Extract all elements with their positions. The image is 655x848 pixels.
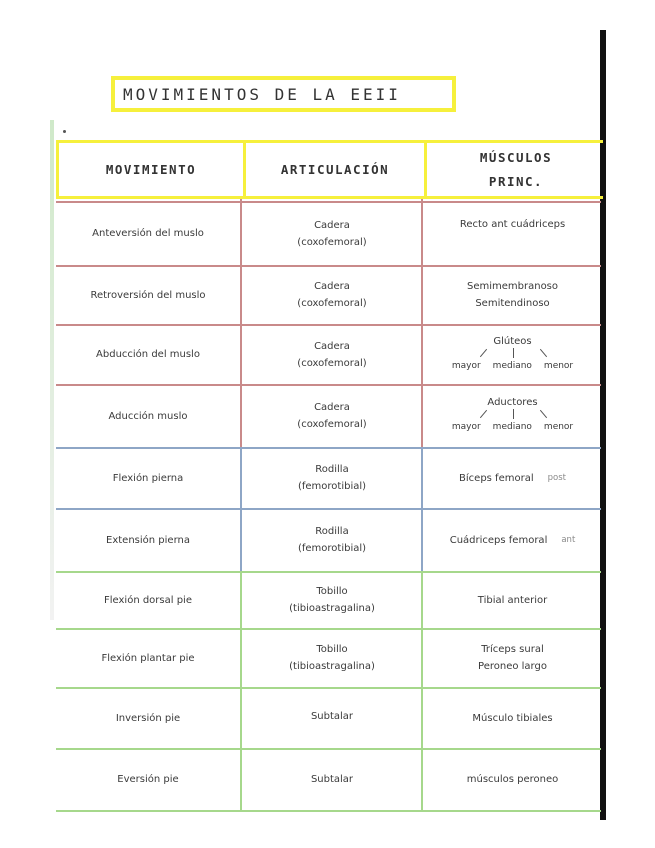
articulacion-cell — [242, 448, 422, 508]
articulacion-type: (tibioastragalina) — [289, 603, 375, 614]
articulacion-type: (femorotibial) — [297, 543, 367, 554]
musculo-name: Tríceps sural — [481, 644, 544, 655]
branch-lines — [453, 409, 573, 419]
musculo-sub: mayor — [451, 360, 481, 371]
musculos-cell: Tibial anterior — [477, 594, 548, 606]
articulacion-type: (femorotibial) — [297, 481, 367, 492]
articulacion-name: Cadera — [314, 402, 350, 413]
articulacion-name: Cadera — [314, 281, 350, 292]
articulacion-cell — [242, 509, 422, 571]
musculo-name: Semitendinoso — [475, 298, 550, 309]
musculo-sub: mediano — [492, 422, 532, 432]
articulacion-name: Tobillo — [316, 644, 348, 655]
table-row — [56, 509, 601, 571]
table-row — [56, 325, 601, 384]
musculo-name: Cuádriceps femoral — [449, 534, 548, 546]
musculos-cell: Músculo tibiales — [472, 712, 553, 724]
musculo-note: ant — [561, 534, 576, 545]
musculos-cell: músculos peroneo — [466, 774, 559, 785]
branch-lines — [453, 348, 573, 358]
musculos-cell — [424, 509, 601, 571]
table-row — [56, 448, 601, 508]
header-musculos-line2: PRINC. — [488, 173, 544, 189]
header-musculos — [427, 143, 605, 196]
table-row — [56, 629, 601, 687]
movimiento-cell: Extensión pierna — [106, 534, 190, 546]
articulacion-cell — [242, 572, 422, 628]
articulacion-cell: Subtalar — [310, 774, 354, 785]
articulacion-name: Rodilla — [315, 464, 349, 475]
articulacion-cell — [242, 202, 422, 265]
articulacion-name: Cadera — [314, 219, 350, 231]
musculo-subgroups — [452, 358, 573, 375]
table-header — [56, 140, 603, 199]
articulacion-type: (coxofemoral) — [297, 419, 367, 430]
musculo-sub: menor — [543, 422, 574, 432]
pen-dot — [63, 130, 66, 133]
header-musculos-line1: MÚSCULOS — [479, 149, 553, 165]
movimiento-cell: Inversión pie — [115, 712, 181, 724]
movimiento-cell: Retroversión del muslo — [90, 289, 206, 301]
table-row — [56, 749, 601, 810]
musculo-group: Glúteos — [493, 335, 532, 347]
articulacion-name: Tobillo — [316, 586, 348, 597]
musculos-cell — [424, 266, 601, 324]
page-edge-left — [50, 120, 54, 620]
articulacion-cell: Subtalar — [310, 711, 354, 722]
musculos-cell — [424, 629, 601, 687]
articulacion-type: (coxofemoral) — [297, 357, 367, 369]
movimiento-cell: Aducción muslo — [108, 410, 188, 422]
articulacion-cell — [242, 629, 422, 687]
musculos-cell: Recto ant cuádriceps — [459, 219, 566, 230]
movimiento-cell: Flexión pierna — [112, 472, 184, 484]
movimiento-cell: Flexión plantar pie — [101, 652, 195, 664]
articulacion-name: Rodilla — [315, 526, 349, 537]
musculos-cell — [424, 448, 601, 508]
musculo-sub: menor — [543, 360, 574, 371]
musculo-sub: mayor — [451, 422, 481, 432]
musculo-subgroups — [452, 419, 573, 436]
articulacion-type: (coxofemoral) — [297, 298, 367, 309]
musculo-name: Bíceps femoral — [459, 472, 534, 484]
page-title: MOVIMIENTOS DE LA EEII — [111, 76, 456, 112]
movimiento-cell: Anteversión del muslo — [92, 228, 204, 239]
musculo-name: Semimembranoso — [466, 281, 559, 292]
articulacion-type: (tibioastragalina) — [289, 661, 375, 672]
musculo-sub: mediano — [492, 360, 532, 371]
musculo-note: post — [547, 472, 566, 483]
musculos-cell — [424, 325, 601, 384]
header-articulacion: ARTICULACIÓN — [280, 161, 390, 177]
movimiento-cell: Flexión dorsal pie — [104, 594, 192, 606]
movimiento-cell: Eversión pie — [117, 774, 179, 785]
table-row — [56, 202, 601, 265]
articulacion-name: Cadera — [314, 340, 350, 352]
table-row — [56, 266, 601, 324]
articulacion-cell — [242, 325, 422, 384]
row-divider — [56, 810, 601, 812]
musculo-group: Aductores — [487, 397, 538, 408]
table-row — [56, 572, 601, 628]
movimiento-cell: Abducción del muslo — [96, 349, 200, 360]
table-row — [56, 688, 601, 748]
header-movimiento: MOVIMIENTO — [105, 161, 197, 177]
table-row — [56, 385, 601, 447]
articulacion-cell — [242, 266, 422, 324]
articulacion-type: (coxofemoral) — [297, 236, 367, 248]
musculo-name: Peroneo largo — [478, 661, 547, 672]
articulacion-cell — [242, 385, 422, 447]
musculos-cell — [424, 385, 601, 447]
